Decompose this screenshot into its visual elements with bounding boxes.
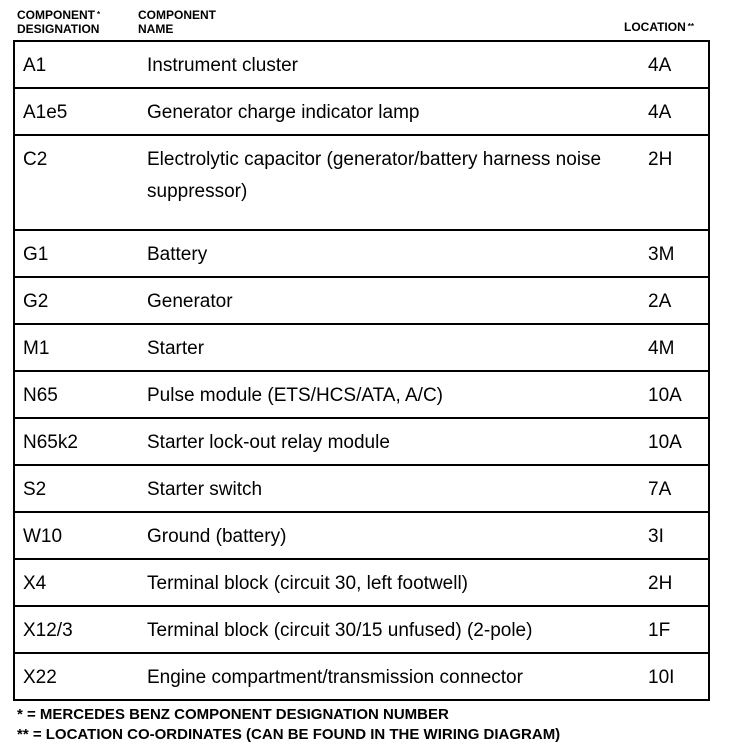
- table-row: [14, 559, 709, 606]
- component-location: 4A: [648, 88, 709, 135]
- component-designation: A1e5: [14, 88, 145, 135]
- component-designation: G2: [14, 277, 145, 324]
- table-row: [14, 371, 709, 418]
- table-row: [14, 88, 709, 135]
- component-designation: X4: [14, 559, 145, 606]
- component-designation: S2: [14, 465, 145, 512]
- component-name: Battery: [145, 230, 648, 277]
- designation-header-line2: DESIGNATION: [17, 22, 100, 36]
- location-header-mark: **: [687, 22, 695, 31]
- component-designation: C2: [14, 135, 145, 230]
- component-name: Engine compartment/transmission connector: [147, 667, 523, 688]
- component-name: Ground (battery): [145, 512, 648, 559]
- designation-column-header: [17, 8, 100, 36]
- table-row: [14, 135, 709, 230]
- table-row: [14, 418, 709, 465]
- component-designation: W10: [14, 512, 145, 559]
- component-location: 2A: [648, 277, 709, 324]
- component-location: 10A: [648, 371, 709, 418]
- component-name: Generator: [145, 277, 648, 324]
- component-name: Starter: [145, 324, 648, 371]
- component-designation: M1: [14, 324, 145, 371]
- component-location: 3I: [648, 512, 709, 559]
- component-designation: X22: [23, 667, 57, 688]
- component-designation: N65k2: [14, 418, 145, 465]
- designation-header-line1: COMPONENT: [17, 8, 95, 22]
- name-header-line1: COMPONENT: [138, 8, 216, 22]
- component-location: 2H: [648, 559, 709, 606]
- component-name: Instrument cluster: [145, 41, 648, 88]
- table-row: [14, 512, 709, 559]
- component-location: 10I: [648, 667, 675, 688]
- table-row: [14, 465, 709, 512]
- component-location: 3M: [648, 230, 709, 277]
- component-designation: X12/3: [14, 606, 145, 653]
- component-name: Pulse module (ETS/HCS/ATA, A/C): [145, 371, 648, 418]
- name-header-line2: NAME: [138, 22, 174, 36]
- location-header-label: LOCATION: [624, 20, 686, 34]
- table-row: [14, 324, 709, 371]
- table-row: [14, 41, 709, 88]
- table-row: [14, 653, 709, 700]
- component-table: [13, 40, 710, 701]
- table-row: [14, 277, 709, 324]
- component-location: 2H: [648, 135, 709, 230]
- component-designation: G1: [14, 230, 145, 277]
- component-name: Starter lock-out relay module: [145, 418, 648, 465]
- component-name: Terminal block (circuit 30, left footwell): [145, 559, 648, 606]
- component-name: Electrolytic capacitor (generator/battery harness noise suppressor): [145, 135, 648, 230]
- component-location: 10A: [648, 418, 709, 465]
- table-row: [14, 606, 709, 653]
- footnote-designation: * = MERCEDES BENZ COMPONENT DESIGNATION NUMBER: [17, 706, 449, 723]
- component-name: Terminal block (circuit 30/15 unfused) (2-pole): [145, 606, 648, 653]
- component-location: 4A: [648, 41, 709, 88]
- component-location: 1F: [648, 606, 709, 653]
- component-location: 7A: [648, 465, 709, 512]
- component-location: 4M: [648, 324, 709, 371]
- name-column-header: [138, 8, 216, 36]
- table-row: [14, 230, 709, 277]
- footnote-location: ** = LOCATION CO-ORDINATES (CAN BE FOUND IN THE WIRING DIAGRAM): [17, 726, 561, 743]
- component-designation: N65: [14, 371, 145, 418]
- designation-header-mark: *: [97, 10, 101, 19]
- component-name: Starter switch: [145, 465, 648, 512]
- component-designation: A1: [14, 41, 145, 88]
- location-column-header: [624, 20, 694, 34]
- component-name: Generator charge indicator lamp: [145, 88, 648, 135]
